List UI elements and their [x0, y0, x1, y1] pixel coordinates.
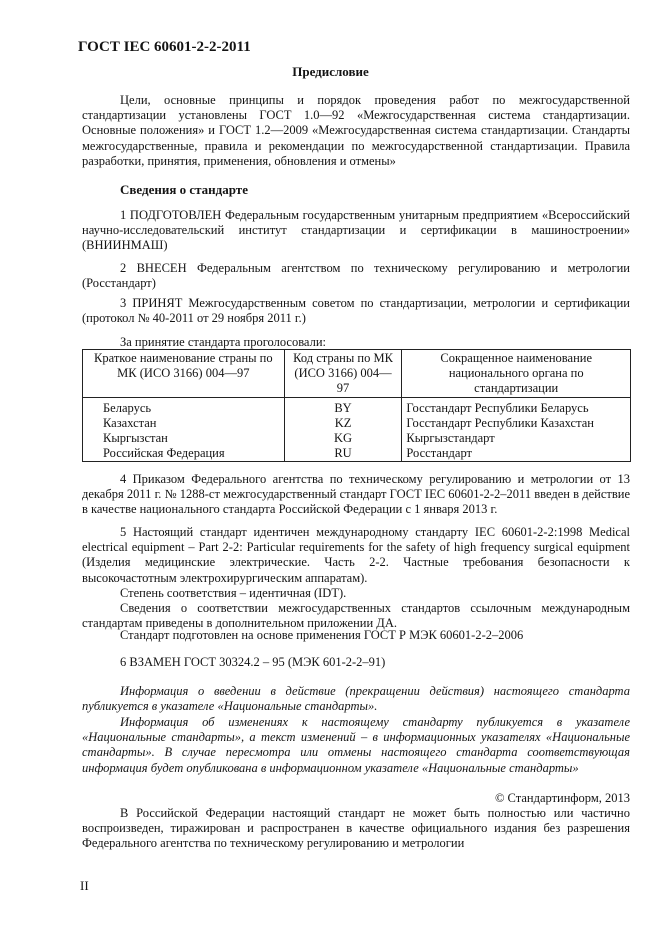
table-row: [83, 431, 631, 446]
country-name-cell: Кыргызстан: [83, 431, 285, 446]
table-row: [83, 416, 631, 431]
header-country-name: Краткое наименование страны по МК (ИСО 3166) 004—97: [83, 350, 285, 398]
header-national-body: Сокращенное наименование национального органа по стандартизации: [402, 350, 631, 398]
header-country-code: Код страны по МК (ИСО 3166) 004—97: [284, 350, 402, 398]
foreword-heading: Предисловие: [292, 64, 369, 79]
notice-changes: Информация об изменениях к настоящему стандарту публикуется в указателе «Национальные стандарты», а текст изменений – в информационных указателях «Национальные стандарты». В случае пересмотра или отмены настоящего стандарта соответствующая информация будет опубликована в информационном указателе «Национальные стандарты»: [82, 715, 630, 775]
national-body-cell: Росстандарт: [402, 446, 631, 461]
table-row: [83, 398, 631, 416]
info-item-2: 2 ВНЕСЕН Федеральным агентством по техническому регулированию и метрологии (Росстандарт): [82, 261, 630, 291]
references-info: Сведения о соответствии межгосударственных стандартов ссылочным международным стандартам приведены в дополнительном приложении ДА.: [82, 601, 630, 631]
country-code-cell: KG: [284, 431, 402, 446]
country-code-cell: KZ: [284, 416, 402, 431]
national-body-cell: Госстандарт Республики Казахстан: [402, 416, 631, 431]
country-code-cell: RU: [284, 446, 402, 461]
voting-countries-table: [82, 349, 631, 462]
country-name-cell: Беларусь: [83, 398, 285, 416]
page-number: II: [80, 878, 89, 893]
table-row: [83, 446, 631, 461]
country-code-cell: BY: [284, 398, 402, 416]
info-item-4: 4 Приказом Федерального агентства по техническому регулированию и метрологии от 13 декабря 2011 г. № 1288-ст межгосударственный стандарт ГОСТ IEC 60601-2-2–2011 введен в действие в качестве национального стандарта Российской Федерации с 1 января 2013 г.: [82, 472, 630, 517]
info-item-5: 5 Настоящий стандарт идентичен международному стандарту IEC 60601-2-2:1998 Medical electrical equipment – Part 2-2: Particular requirements for the safety of high frequency surgical equipment (Изделия медицинские электрические. Часть 2-2. Частные требования безопасности к высокочастотным электрохирургическим аппаратам).: [82, 525, 630, 585]
country-name-cell: Казахстан: [83, 416, 285, 431]
vote-caption: За принятие стандарта проголосовали:: [120, 335, 326, 349]
info-item-6: 6 ВЗАМЕН ГОСТ 30324.2 – 95 (МЭК 601-2-2–91): [120, 655, 386, 669]
conformity-degree: Степень соответствия – идентичная (IDT).: [120, 586, 347, 600]
copyright-line: © Стандартинформ, 2013: [494, 791, 630, 805]
notice-introduction: Информация о введении в действие (прекращении действия) настоящего стандарта публикуется в указателе «Национальные стандарты».: [82, 684, 630, 714]
info-item-1: 1 ПОДГОТОВЛЕН Федеральным государственным унитарным предприятием «Всероссийский научно-исследовательский институт стандартизации и сертификации в машиностроении» (ВНИИНМАШ): [82, 208, 630, 253]
standard-info-heading: Сведения о стандарте: [120, 182, 248, 197]
table-header-row: [83, 350, 631, 398]
info-item-3: 3 ПРИНЯТ Межгосударственным советом по стандартизации, метрологии и сертификации (протокол № 40-2011 от 29 ноября 2011 г.): [82, 296, 630, 326]
country-name-cell: Российская Федерация: [83, 446, 285, 461]
document-header-title: ГОСТ IEC 60601-2-2-2011: [78, 39, 251, 55]
foreword-paragraph: Цели, основные принципы и порядок проведения работ по межгосударственной стандартизации установлены ГОСТ 1.0—92 «Межгосударственная система стандартизации. Основные положения» и ГОСТ 1.2—2009 «Межгосударственная система стандартизации. Стандарты межгосударственные, правила и рекомендации по межгосударственной стандартизации. Правила разработки, принятия, применения, обновления и отмены»: [82, 93, 630, 168]
copyright-text: В Российской Федерации настоящий стандарт не может быть полностью или частично воспроизведен, тиражирован и распространен в качестве официального издания без разрешения Федерального агентства по техническому регулированию и метрологии: [82, 806, 630, 851]
preparation-basis: Стандарт подготовлен на основе применения ГОСТ Р МЭК 60601-2-2–2006: [120, 628, 524, 642]
national-body-cell: Госстандарт Республики Беларусь: [402, 398, 631, 416]
national-body-cell: Кыргызстандарт: [402, 431, 631, 446]
